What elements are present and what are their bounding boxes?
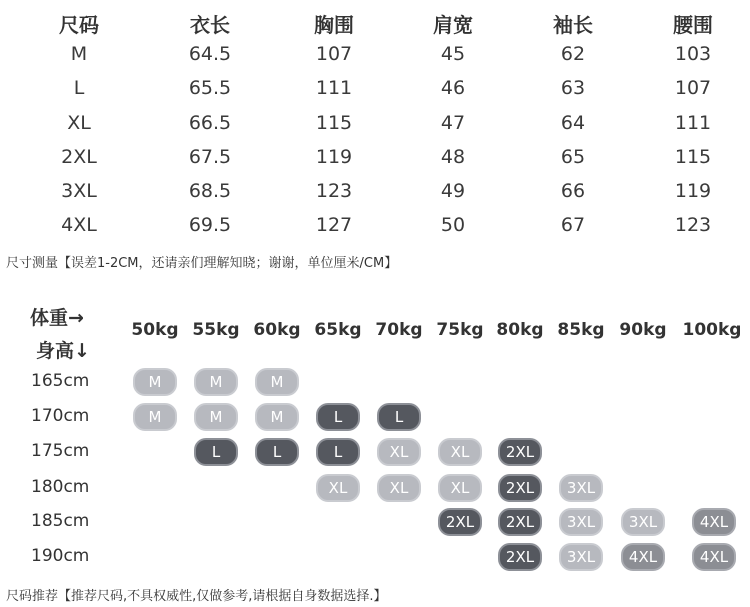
weight-axis-label: 体重→ [30,307,84,329]
table-cell: L [73,77,85,99]
height-axis-label: 身高↓ [36,340,90,362]
table-cell: 2XL [61,146,97,168]
weight-header: 70kg [375,320,423,340]
header-cell: 肩宽 [433,13,473,37]
size-badge: L [377,403,421,431]
table-cell: 47 [440,112,466,134]
weight-header: 55kg [192,320,240,340]
weight-header: 100kg [682,320,742,340]
size-badge: 3XL [621,508,665,536]
header-cell: 袖长 [553,13,593,37]
table-cell: 65 [560,146,586,168]
size-badge: M [194,403,238,431]
table-cell: 123 [315,180,353,202]
size-badge: XL [316,474,360,502]
size-badge: L [194,438,238,466]
size-badge: M [194,368,238,396]
table-cell: 66.5 [188,112,232,134]
table-cell: 111 [674,112,712,134]
weight-header: 80kg [496,320,544,340]
size-badge: XL [438,438,482,466]
header-cell: 腰围 [673,13,713,37]
table-cell: 48 [440,146,466,168]
table-cell: 3XL [61,180,97,202]
table-cell: 49 [440,180,466,202]
table-cell: 68.5 [188,180,232,202]
table-cell: 127 [315,214,353,236]
header-cell: 尺码 [59,13,99,37]
table-cell: 103 [674,43,712,65]
weight-header: 85kg [557,320,605,340]
size-badge: 2XL [438,508,482,536]
height-label: 185cm [31,511,90,531]
weight-header: 90kg [619,320,667,340]
size-badge: 3XL [559,543,603,571]
size-badge: 4XL [621,543,665,571]
height-label: 190cm [31,546,90,566]
size-badge: 3XL [559,474,603,502]
weight-header: 65kg [314,320,362,340]
height-label: 180cm [31,477,90,497]
size-badge: XL [377,474,421,502]
size-badge: M [255,403,299,431]
table-cell: 119 [674,180,712,202]
table-cell: 64.5 [188,43,232,65]
table-cell: 67 [560,214,586,236]
table-cell: 111 [315,77,353,99]
table-cell: 107 [674,77,712,99]
table-cell: 119 [315,146,353,168]
size-badge: 3XL [559,508,603,536]
size-badge: XL [377,438,421,466]
header-cell: 胸围 [314,13,354,37]
size-badge: 4XL [692,508,736,536]
size-badge: 2XL [498,543,542,571]
size-badge: M [255,368,299,396]
size-badge: 4XL [692,543,736,571]
table-cell: 50 [440,214,466,236]
table-cell: M [70,43,88,65]
table-cell: 63 [560,77,586,99]
recommendation-note: 尺码推荐【推荐尺码,不具权威性,仅做参考,请根据自身数据选择.】 [6,589,387,604]
size-badge: L [255,438,299,466]
size-badge: L [316,438,360,466]
header-cell: 衣长 [190,13,230,37]
table-cell: 107 [315,43,353,65]
size-badge: 2XL [498,438,542,466]
table-cell: 115 [674,146,712,168]
table-cell: XL [67,112,91,134]
size-badge: L [316,403,360,431]
table-cell: 123 [674,214,712,236]
weight-header: 75kg [436,320,484,340]
weight-header: 60kg [253,320,301,340]
table-cell: 46 [440,77,466,99]
size-badge: M [133,403,177,431]
height-label: 175cm [31,441,90,461]
size-badge: M [133,368,177,396]
size-badge: 2XL [498,508,542,536]
table-cell: 64 [560,112,586,134]
table-cell: 62 [560,43,586,65]
table-cell: 65.5 [188,77,232,99]
measurement-note: 尺寸测量【误差1-2CM，还请亲们理解知晓；谢谢，单位厘米/CM】 [6,256,398,271]
size-badge: XL [438,474,482,502]
height-label: 170cm [31,406,90,426]
size-badge: 2XL [498,474,542,502]
height-label: 165cm [31,371,90,391]
weight-header: 50kg [131,320,179,340]
table-cell: 4XL [61,214,97,236]
table-cell: 66 [560,180,586,202]
table-cell: 67.5 [188,146,232,168]
table-cell: 69.5 [188,214,232,236]
table-cell: 45 [440,43,466,65]
table-cell: 115 [315,112,353,134]
